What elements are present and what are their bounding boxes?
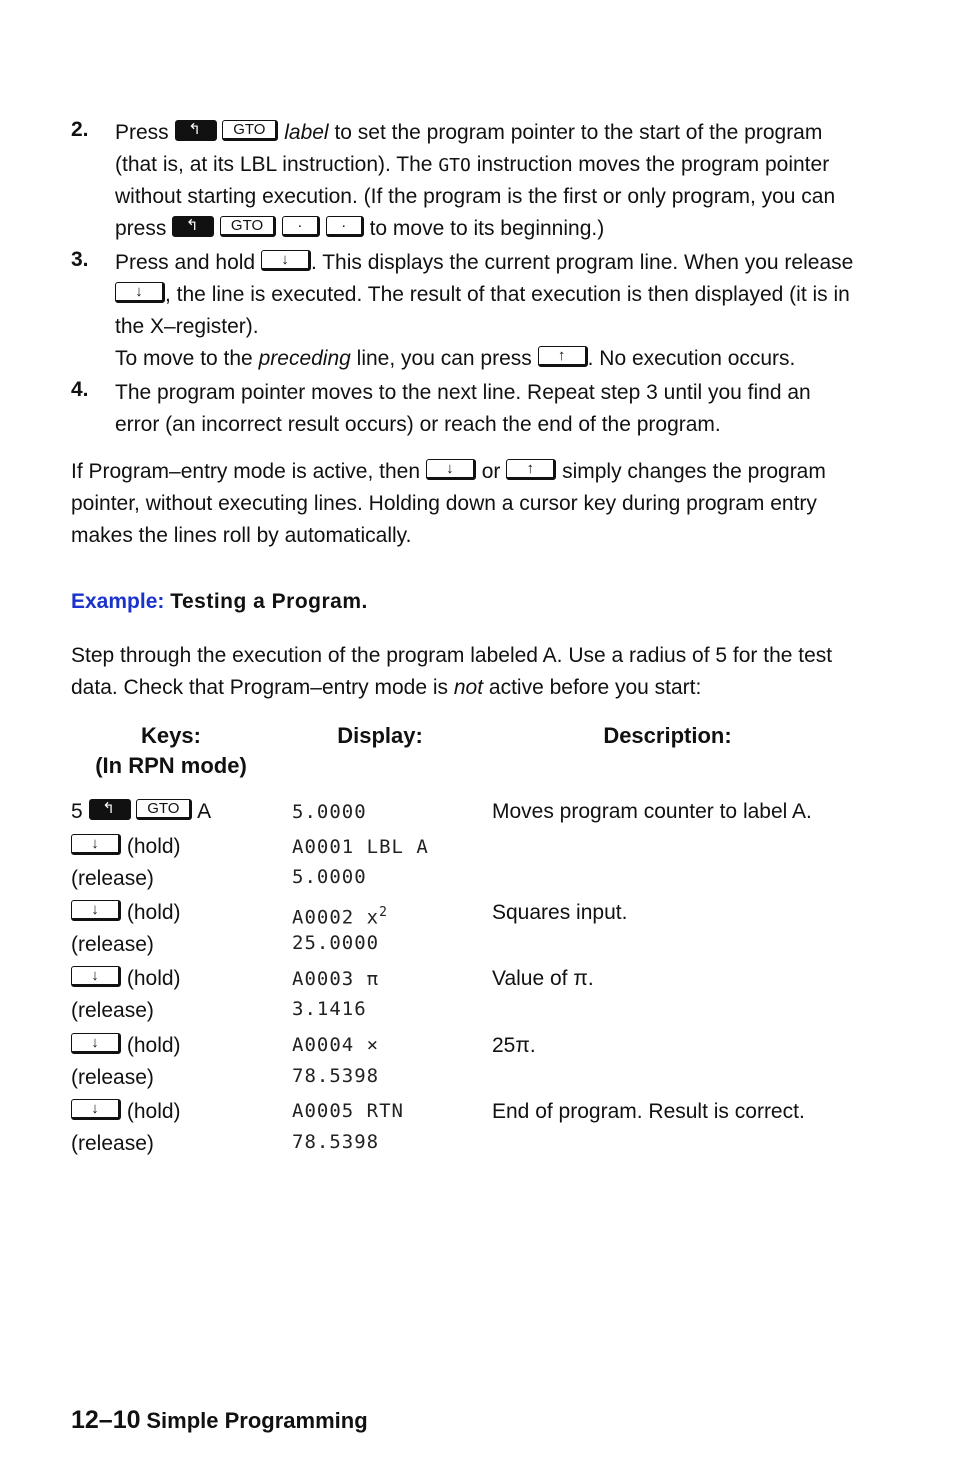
step4-line2: error (an incorrect result occurs) or reach the end of the program. — [115, 413, 721, 436]
down-arrow-key-icon: ↓ — [115, 282, 165, 303]
table-row-keys: 5 ↰ GTO A — [71, 799, 212, 823]
para2-line2: data. Check that Program–entry mode is not active before you start: — [71, 676, 702, 699]
para1-line2: pointer, without executing lines. Holding down a cursor key during program entry — [71, 492, 817, 515]
release-label: (release) — [71, 867, 154, 890]
table-row-keys: ↓ (hold) — [71, 1031, 181, 1061]
para1-line3: makes the lines roll by automatically. — [71, 524, 412, 547]
table-row-description: Squares input. — [492, 901, 628, 924]
down-arrow-key-icon: ↓ — [71, 966, 121, 987]
display-value: 5.0000 — [292, 801, 367, 823]
step3-line3: the X–register). — [115, 315, 259, 338]
shift-key-icon: ↰ — [89, 799, 131, 820]
dot-key-icon: · — [326, 216, 364, 237]
example-label: Example: — [71, 590, 165, 613]
down-arrow-key-icon: ↓ — [71, 1033, 121, 1054]
display-value: 5.0000 — [292, 866, 367, 888]
step-number: 3. — [71, 248, 89, 271]
dot-key-icon: · — [282, 216, 320, 237]
table-row-description: 25π. — [492, 1034, 536, 1057]
step3-line2: ↓ , the line is executed. The result of that execution is then displayed (it is in — [115, 280, 850, 310]
display-value: A0005 RTN — [292, 1100, 404, 1122]
step3-line1: Press and hold ↓ . This displays the current program line. When you release — [115, 250, 854, 274]
page-number: 12–10 — [71, 1406, 141, 1434]
up-arrow-key-icon: ↑ — [506, 459, 556, 480]
gto-display-text: GTO — [438, 155, 471, 176]
table-row-keys: ↓ (hold) — [71, 964, 181, 994]
release-label: (release) — [71, 1132, 154, 1155]
table-row-keys: ↓ (hold) — [71, 832, 181, 862]
shift-key-icon: ↰ — [175, 120, 217, 141]
step2-line4: press ↰ GTO · · to move to its beginning.) — [115, 216, 605, 240]
gto-key-icon: GTO — [136, 799, 192, 820]
page-footer — [71, 1405, 368, 1437]
table-header-display: Display: — [337, 723, 423, 748]
display-value: 3.1416 — [292, 998, 367, 1020]
down-arrow-key-icon: ↓ — [426, 459, 476, 480]
para2-line1: Step through the execution of the program labeled A. Use a radius of 5 for the test — [71, 644, 833, 667]
up-arrow-key-icon: ↑ — [538, 346, 588, 367]
table-header-description: Description: — [603, 723, 732, 748]
example-title: Testing a Program. — [170, 590, 368, 613]
chapter-title: Simple Programming — [146, 1408, 368, 1433]
gto-key-icon: GTO — [220, 216, 276, 237]
step-number: 4. — [71, 378, 89, 401]
step2-line2: (that is, at its LBL instruction). The GTO instruction moves the program pointer — [115, 153, 830, 176]
step2-line1: Press ↰ GTO label to set the program pointer to the start of the program — [115, 120, 823, 144]
table-row-description: Moves program counter to label A. — [492, 800, 812, 823]
display-value: 78.5398 — [292, 1065, 380, 1087]
table-row-description: End of program. Result is correct. — [492, 1100, 805, 1123]
step2-line3: without starting execution. (If the program is the first or only program, you can — [115, 185, 836, 208]
table-row-description: Value of π. — [492, 967, 594, 990]
down-arrow-key-icon: ↓ — [71, 834, 121, 855]
table-row-keys: ↓ (hold) — [71, 898, 181, 928]
display-value: 78.5398 — [292, 1131, 380, 1153]
down-arrow-key-icon: ↓ — [71, 900, 121, 921]
para1-line1: If Program–entry mode is active, then ↓ or ↑ simply changes the program — [71, 459, 826, 483]
step4-line1: The program pointer moves to the next line. Repeat step 3 until you find an — [115, 381, 811, 404]
step-number: 2. — [71, 118, 89, 141]
down-arrow-key-icon: ↓ — [71, 1099, 121, 1120]
display-value: A0001 LBL A — [292, 836, 429, 858]
display-value: A0003 π — [292, 968, 380, 990]
display-value: 25.0000 — [292, 932, 380, 954]
display-value: A0002 $x^2$ — [292, 905, 388, 929]
table-row-keys: ↓ (hold) — [71, 1097, 181, 1127]
gto-key-icon: GTO — [222, 120, 278, 141]
table-header-keys: Keys: (In RPN mode) — [95, 723, 247, 778]
shift-key-icon: ↰ — [172, 216, 214, 237]
release-label: (release) — [71, 1066, 154, 1089]
display-value: A0004 × — [292, 1034, 380, 1056]
release-label: (release) — [71, 999, 154, 1022]
down-arrow-key-icon: ↓ — [261, 250, 311, 271]
release-label: (release) — [71, 933, 154, 956]
example-heading — [71, 587, 368, 617]
step3-line4: To move to the preceding line, you can press ↑ . No execution occurs. — [115, 346, 796, 370]
